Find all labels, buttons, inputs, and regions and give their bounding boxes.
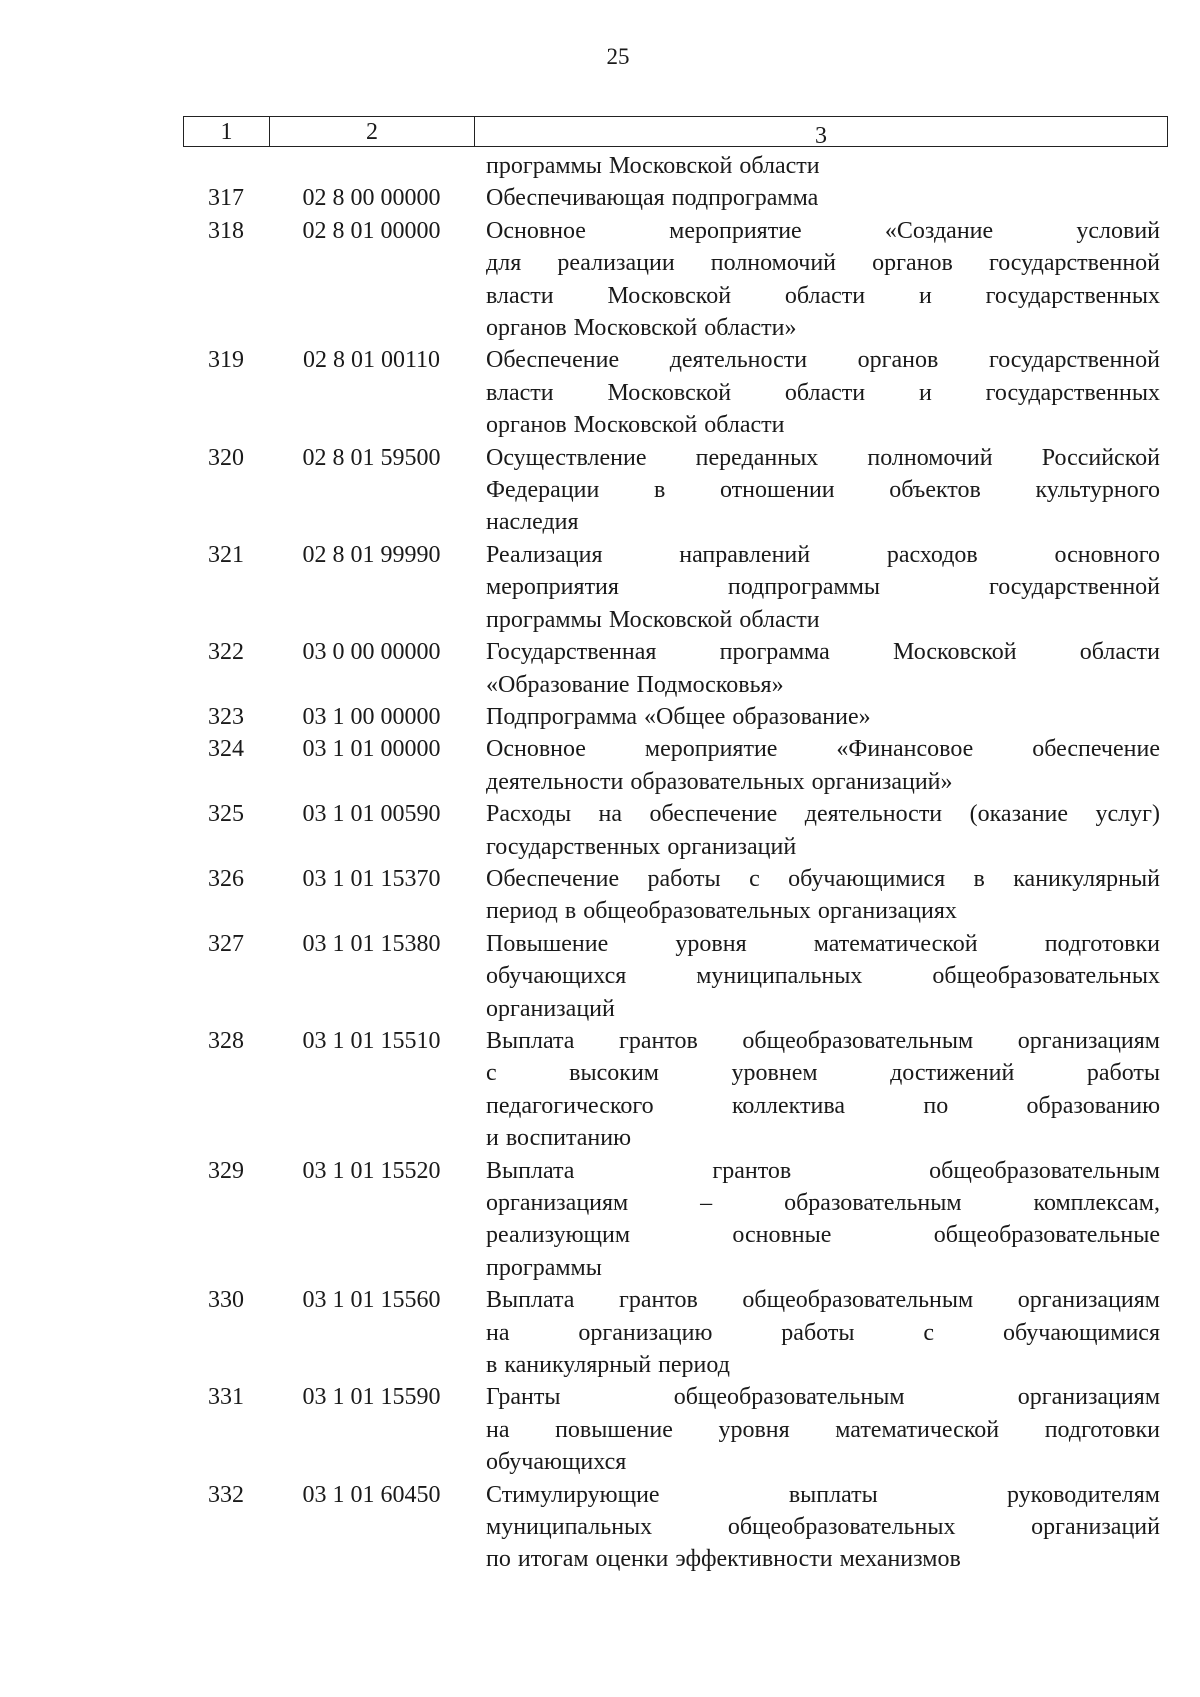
description-line: власти Московской области и государственных — [486, 379, 1160, 406]
row-number: 328 — [208, 1027, 244, 1054]
budget-code: 02 8 00 00000 — [302, 185, 441, 212]
description-line: органов Московской области — [486, 412, 785, 439]
row-description — [474, 442, 1168, 539]
description-line: и воспитанию — [486, 1125, 631, 1152]
description-line: Выплата грантов общеобразовательным организациям — [486, 1027, 1160, 1054]
table-row — [183, 733, 1168, 798]
table-row — [183, 1284, 1168, 1381]
row-description — [474, 344, 1168, 441]
header-col-2: 2 — [270, 117, 475, 146]
row-number: 324 — [208, 736, 244, 763]
description-line: Федерации в отношении объектов культурного — [486, 477, 1160, 504]
description-line: программы Московской области — [486, 153, 820, 179]
budget-code — [269, 150, 474, 182]
description-line: власти Московской области и государственных — [486, 282, 1160, 309]
row-description — [474, 1155, 1168, 1285]
row-number: 326 — [208, 865, 244, 892]
description-line: организациям – образовательным комплексам, — [486, 1190, 1160, 1216]
description-line: программы — [486, 1254, 602, 1281]
description-line: по итогам оценки эффективности механизмов — [486, 1546, 961, 1573]
budget-code: 03 1 00 00000 — [302, 703, 441, 730]
row-description — [474, 539, 1168, 636]
table-row — [183, 344, 1168, 441]
description-line: программы Московской области — [486, 606, 820, 633]
row-number: 332 — [208, 1481, 244, 1508]
description-line: с высоким уровнем достижений работы — [486, 1060, 1160, 1087]
budget-code: 02 8 01 99990 — [302, 541, 441, 568]
row-number: 318 — [208, 217, 244, 244]
budget-code: 03 1 01 15560 — [302, 1287, 441, 1314]
description-line: организаций — [486, 995, 615, 1022]
row-description — [474, 863, 1168, 928]
table-row — [183, 1381, 1168, 1478]
description-line: Реализация направлений расходов основного — [486, 541, 1160, 568]
budget-code: 03 1 01 00000 — [302, 736, 441, 763]
row-description — [474, 215, 1168, 345]
budget-code: 02 8 01 00000 — [302, 217, 441, 244]
description-line: мероприятия подпрограммы государственной — [486, 574, 1160, 601]
table-header — [183, 116, 1168, 147]
table-row — [183, 863, 1168, 928]
table-row — [183, 442, 1168, 539]
row-number: 319 — [208, 347, 244, 374]
row-number: 320 — [208, 444, 244, 471]
row-description — [474, 1479, 1168, 1576]
row-number: 327 — [208, 930, 244, 957]
row-number: 330 — [208, 1287, 244, 1314]
budget-code: 03 1 01 15510 — [302, 1027, 441, 1054]
description-line: Основное мероприятие «Финансовое обеспечение — [486, 736, 1160, 763]
row-number: 331 — [208, 1384, 244, 1411]
table-row — [183, 182, 1168, 214]
description-line: реализующим основные общеобразовательные — [486, 1222, 1160, 1249]
description-line: «Образование Подмосковья» — [486, 671, 784, 698]
description-line: Обеспечение работы с обучающимися в каникулярный — [486, 865, 1160, 892]
header-col-1: 1 — [184, 117, 270, 146]
description-line: на повышение уровня математической подготовки — [486, 1416, 1160, 1443]
row-number — [183, 150, 269, 182]
description-line: наследия — [486, 509, 579, 536]
description-line: на организацию работы с обучающимися — [486, 1319, 1160, 1346]
header-col-3: 3 — [815, 123, 827, 149]
row-description — [474, 182, 1168, 214]
description-line: Осуществление переданных полномочий Российской — [486, 444, 1160, 471]
row-description — [474, 733, 1168, 798]
description-line: Обеспечивающая подпрограмма — [486, 185, 819, 212]
description-line: для реализации полномочий органов государственной — [486, 250, 1160, 277]
row-description — [474, 701, 1168, 733]
description-line: Стимулирующие выплаты руководителям — [486, 1481, 1160, 1508]
budget-code: 03 1 01 60450 — [302, 1481, 441, 1508]
table-row — [183, 215, 1168, 345]
table-body — [183, 150, 1168, 1576]
description-line: Выплата грантов общеобразовательным организациям — [486, 1287, 1160, 1314]
table-row — [183, 539, 1168, 636]
description-line: государственных организаций — [486, 833, 797, 860]
table-row — [183, 1025, 1168, 1155]
row-number: 329 — [208, 1157, 244, 1184]
table-row — [183, 150, 1168, 182]
budget-code: 02 8 01 59500 — [302, 444, 441, 471]
budget-code: 03 1 01 15520 — [302, 1157, 441, 1184]
description-line: муниципальных общеобразовательных организаций — [486, 1514, 1160, 1541]
table-row — [183, 928, 1168, 1025]
row-number: 322 — [208, 639, 244, 666]
description-line: период в общеобразовательных организациях — [486, 898, 957, 925]
description-line: Подпрограмма «Общее образование» — [486, 703, 871, 730]
row-description — [474, 928, 1168, 1025]
row-description — [474, 150, 1168, 182]
description-line: Основное мероприятие «Создание условий — [486, 217, 1160, 244]
budget-code: 03 1 01 15380 — [302, 930, 441, 957]
description-line: в каникулярный период — [486, 1352, 730, 1379]
row-description — [474, 1284, 1168, 1381]
description-line: Повышение уровня математической подготовки — [486, 930, 1160, 957]
description-line: обучающихся — [486, 1449, 627, 1476]
row-description — [474, 636, 1168, 701]
description-line: обучающихся муниципальных общеобразовательных — [486, 963, 1160, 990]
row-description — [474, 798, 1168, 863]
description-line: деятельности образовательных организаций» — [486, 768, 953, 795]
budget-code: 03 1 01 15590 — [302, 1384, 441, 1411]
table-row — [183, 1155, 1168, 1285]
budget-code: 03 1 01 00590 — [302, 801, 441, 828]
description-line: Расходы на обеспечение деятельности (оказание услуг) — [486, 801, 1160, 828]
description-line: органов Московской области» — [486, 315, 797, 342]
table-row — [183, 1479, 1168, 1576]
description-line: Государственная программа Московской области — [486, 639, 1160, 666]
page-number: 25 — [606, 44, 630, 69]
row-number: 321 — [208, 541, 244, 568]
description-line: педагогического коллектива по образованию — [486, 1092, 1160, 1119]
row-description — [474, 1381, 1168, 1478]
budget-code: 03 0 00 00000 — [302, 639, 441, 666]
description-line: Выплата грантов общеобразовательным — [486, 1157, 1160, 1184]
table-row — [183, 701, 1168, 733]
row-number: 325 — [208, 801, 244, 828]
table-row — [183, 636, 1168, 701]
row-number: 323 — [208, 703, 244, 730]
description-line: Гранты общеобразовательным организациям — [486, 1384, 1160, 1411]
table-row — [183, 798, 1168, 863]
row-description — [474, 1025, 1168, 1155]
budget-code: 02 8 01 00110 — [302, 347, 441, 374]
budget-code: 03 1 01 15370 — [302, 865, 441, 892]
description-line: Обеспечение деятельности органов государственной — [486, 347, 1160, 374]
row-number: 317 — [208, 185, 244, 212]
